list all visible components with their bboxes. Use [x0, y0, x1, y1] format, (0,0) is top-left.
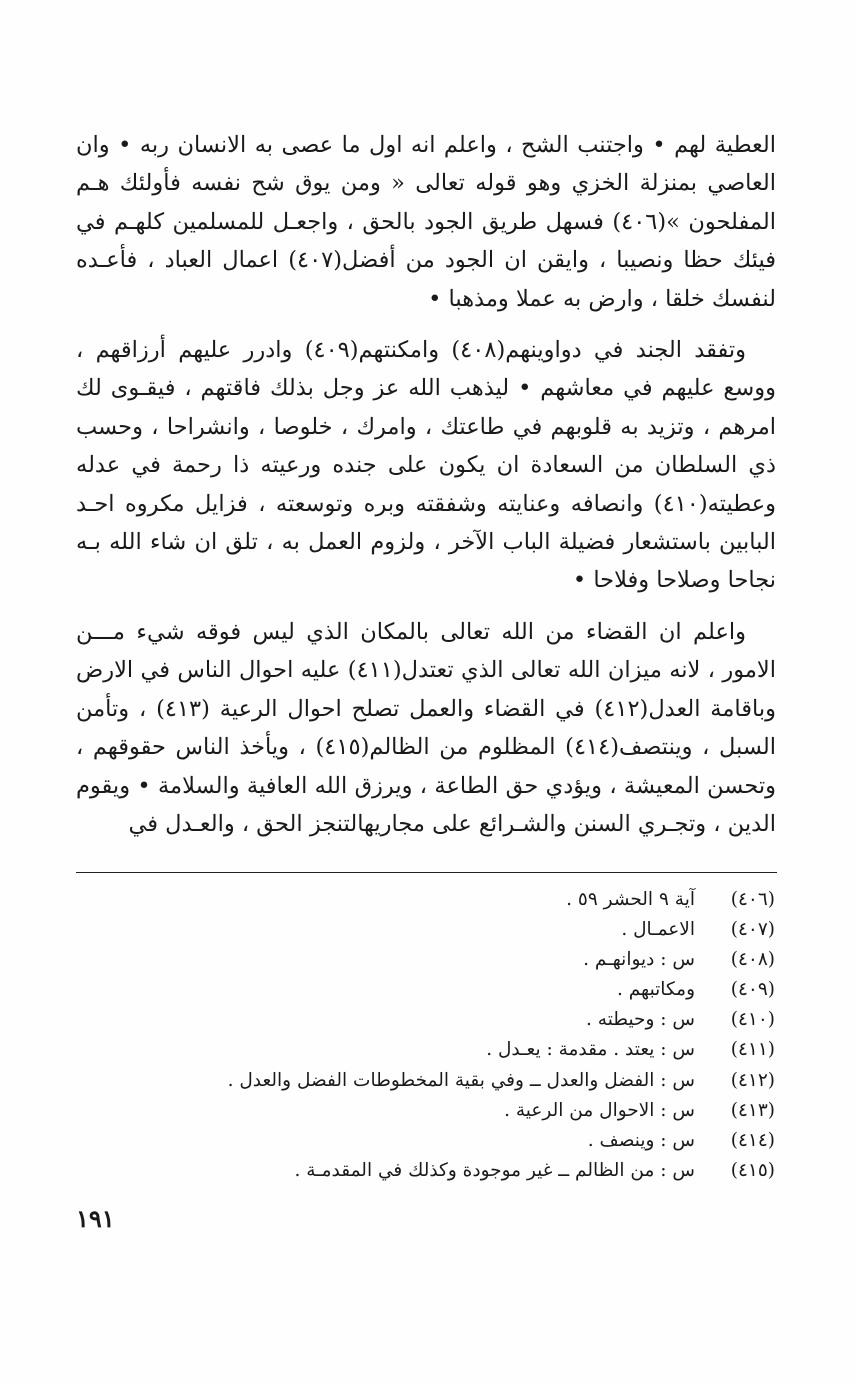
- footnote-number: (٤١٣): [730, 1099, 775, 1121]
- footnote-text: ومكاتبهم .: [616, 979, 695, 1001]
- main-text: [76, 126, 776, 843]
- footnotes-list: [75, 885, 775, 1186]
- footnote-number: (٤١١): [730, 1039, 775, 1061]
- footnote-number: (٤٠٩): [730, 979, 775, 1001]
- footnote-411: [75, 1035, 775, 1065]
- footnote-number: (٤١٢): [730, 1069, 775, 1091]
- footnote-408: [75, 945, 775, 975]
- footnote-text: الاعمـال .: [621, 919, 695, 941]
- footnote-text: س : يعتد . مقدمة : يعـدل .: [486, 1039, 695, 1061]
- footnote-text: آية ٩ الحشر ٥٩ .: [566, 889, 695, 910]
- footnote-412: [75, 1066, 775, 1096]
- footnote-number: (٤١٥): [730, 1159, 775, 1181]
- footnote-text: س : ديوانهـم .: [583, 949, 695, 971]
- footnote-number: (٤١٤): [730, 1129, 775, 1151]
- footnote-text: س : وينصف .: [587, 1129, 695, 1151]
- footnote-number: (٤١٠): [730, 1009, 775, 1031]
- footnote-number: (٤٠٦): [730, 889, 775, 910]
- paragraph-2: وتفقد الجند في دواوينهم(٤٠٨) وامكنتهم(٤٠٩) وادرر عليهم أرزاقهم ، ووسع عليهم في معاشهم • ليذهب الله عز وجل بذلك فاقتهم ، فيقـوى لك امرهم ، وتزيد به قلوبهم في طاعتك ، وامرك ، خلوصا ، وانشراحا ، وحسب ذي السلطان من السعادة ان يكون على جنده ورعيته ذا رحمة في عدله وعطيته(٤١٠) وانصافه وعنايته وشفقته وبره وتوسعته ، فزايل مكروه احـد البابين باستشعار فضيلة الباب الآخر ، ولزوم العمل به ، تلق ان شاء الله بـه نجاحا وصلاحا وفلاحا •: [76, 337, 776, 594]
- paragraph-3: واعلم ان القضاء من الله تعالى بالمكان الذي ليس فوقه شيء مـــن الامور ، لانه ميزان الله تعالى الذي تعتدل(٤١١) عليه احوال الناس في الارض وباقامة العدل(٤١٢) في القضاء والعمل تصلح احوال الرعية (٤١٣) ، وتأمن السبل ، وينتصف(٤١٤) المظلوم من الظالم(٤١٥) ، ويأخذ الناس حقوقهم ، وتحسن المعيشة ، ويؤدي حق الطاعة ، ويرزق الله العافية والسلامة • ويقوم الدين ، وتجـري السنن والشـرائع على مجاريهالتنجز الحق ، والعـدل في: [76, 618, 776, 837]
- footnote-406: [75, 885, 775, 915]
- page-number: ١٩١: [76, 1204, 115, 1233]
- footnote-number: (٤٠٨): [730, 949, 775, 971]
- footnote-text: س : وحيطته .: [586, 1009, 695, 1031]
- footnote-407: [75, 915, 775, 945]
- footnote-410: [75, 1005, 775, 1035]
- footnote-414: [75, 1126, 775, 1156]
- footnote-number: (٤٠٧): [730, 919, 775, 941]
- footnote-text: س : من الظالم ــ غير موجودة وكذلك في المقدمـة .: [294, 1159, 695, 1181]
- footnote-text: س : الفضل والعدل ــ وفي بقية المخطوطات الفضل والعدل .: [227, 1069, 695, 1091]
- footnote-text: س : الاحوال من الرعية .: [504, 1099, 695, 1121]
- footnote-415: [75, 1156, 775, 1186]
- footnote-divider: [76, 872, 777, 873]
- footnote-413: [75, 1096, 775, 1126]
- paragraph-1: العطية لهم • واجتنب الشح ، واعلم انه اول ما عصى به الانسان ربه • وان العاصي بمنزلة الخزي وهو قوله تعالى « ومن يوق شح نفسه فأولئك هـم المفلحون »(٤٠٦) فسهل طريق الجود بالحق ، واجعـل للمسلمين كلهـم في فيئك حظا ونصيبا ، وايقن ان الجود من أفضل(٤٠٧) اعمال العباد ، فأعـده لنفسك خلقا ، وارض به عملا ومذهبا •: [76, 132, 776, 312]
- footnote-409: [75, 975, 775, 1005]
